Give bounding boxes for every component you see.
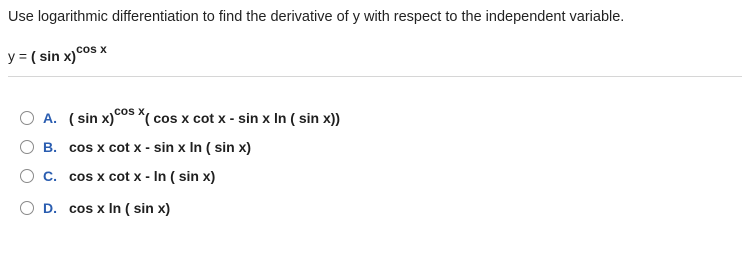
question-prompt: Use logarithmic differentiation to find the derivative of y with respect to the independent variable. <box>8 9 625 25</box>
equation-exponent: cos x <box>76 42 107 56</box>
option-a-exponent: cos x <box>114 104 145 118</box>
option-letter-c: C. <box>43 168 57 184</box>
option-a-base: ( sin x) <box>69 110 115 126</box>
option-a-rest: ( cos x cot x - sin x ln ( sin x)) <box>144 110 341 126</box>
option-a-expression <box>69 104 341 126</box>
option-d-expression: cos x ln ( sin x) <box>69 200 171 216</box>
radio-button-d[interactable] <box>20 201 34 215</box>
given-equation <box>8 42 107 64</box>
option-letter-a: A. <box>43 110 57 126</box>
answer-option-b[interactable] <box>20 136 251 158</box>
answer-option-d[interactable] <box>20 197 170 219</box>
equation-base: ( sin x) <box>30 48 77 64</box>
option-letter-d: D. <box>43 200 57 216</box>
option-letter-b: B. <box>43 139 57 155</box>
radio-button-b[interactable] <box>20 140 34 154</box>
divider <box>8 76 742 77</box>
radio-button-c[interactable] <box>20 169 34 183</box>
option-b-expression: cos x cot x - sin x ln ( sin x) <box>69 139 252 155</box>
equation-lhs: y = <box>8 48 31 64</box>
option-c-expression: cos x cot x - ln ( sin x) <box>69 168 216 184</box>
answer-option-a[interactable] <box>20 104 341 129</box>
radio-button-a[interactable] <box>20 111 34 125</box>
answer-option-c[interactable] <box>20 165 215 187</box>
